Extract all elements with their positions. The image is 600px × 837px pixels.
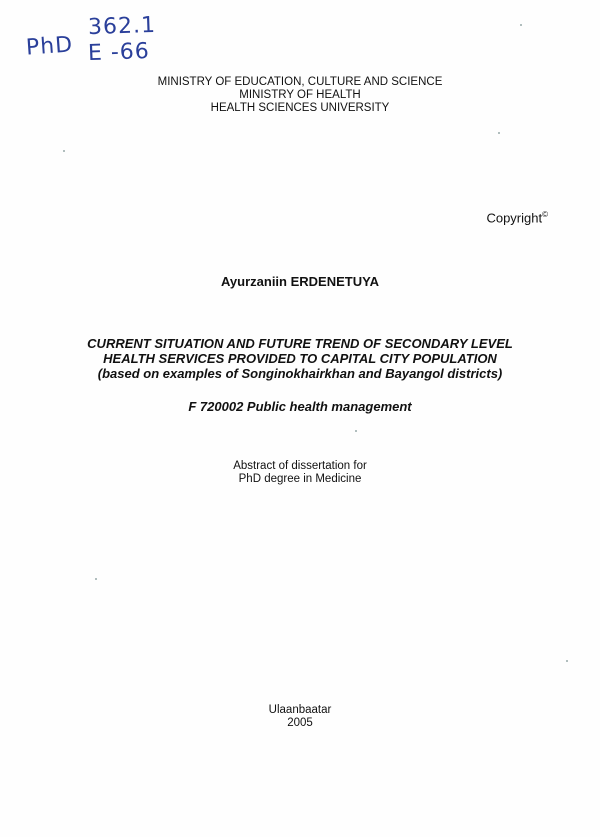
title-line: HEALTH SERVICES PROVIDED TO CAPITAL CITY POPULATION [103,351,497,366]
scan-speck [520,24,522,26]
scan-speck [355,430,357,432]
ministry-line: MINISTRY OF HEALTH [239,89,361,101]
scan-speck [498,132,500,134]
author-name: Ayurzaniin ERDENETUYA [221,274,379,289]
ministry-line: MINISTRY OF EDUCATION, CULTURE AND SCIENCE [157,76,443,88]
title-line: CURRENT SITUATION AND FUTURE TREND OF SECONDARY LEVEL [87,336,513,351]
handwritten-class-number: 362.1 [87,12,157,41]
place-year: 2005 [287,717,313,729]
scan-speck [95,578,97,580]
ministry-line: HEALTH SCIENCES UNIVERSITY [210,102,390,114]
handwritten-degree: PhD [25,32,74,61]
scan-speck [566,660,568,662]
copyright-symbol: © [542,210,548,219]
copyright-notice [486,210,548,225]
publication-place [0,704,600,730]
handwritten-code: E -66 [87,38,151,67]
abstract-line: Abstract of dissertation for [233,460,367,472]
abstract-line: PhD degree in Medicine [238,473,362,485]
place-city: Ulaanbaatar [268,704,332,716]
abstract-note [0,460,600,486]
scan-speck [63,150,65,152]
dissertation-title [0,336,600,381]
copyright-label: Copyright [486,210,543,226]
specialty-code: F 720002 Public health management [188,399,412,414]
ministry-header [0,76,600,115]
title-line: (based on examples of Songinokhairkhan and Bayangol districts) [97,366,503,381]
